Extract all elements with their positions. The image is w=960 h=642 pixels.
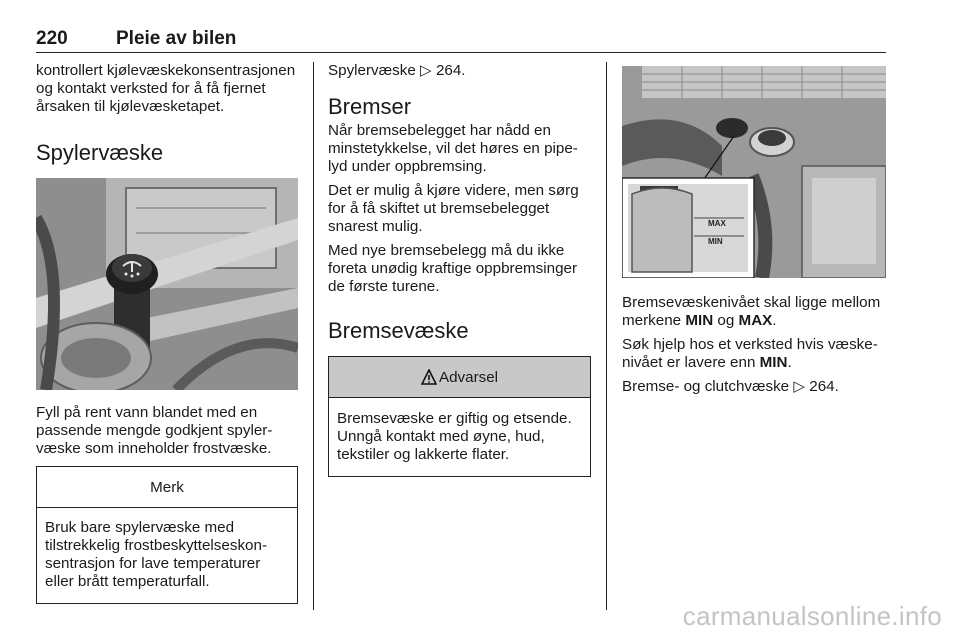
reference-page: 264. [809,378,839,395]
workshop-text: Søk hjelp hos et verksted hvis væskenivået er lavere enn [622,336,878,371]
max-mark-label: MAX [708,219,726,228]
reference-text: Bremse- og clutchvæske [622,378,790,395]
level-text: Bremsevæskenivået skal ligge mellom merkene [622,294,881,329]
page-header [36,28,886,53]
page-ref-arrow-icon: ▷ [420,62,432,79]
column-2 [328,62,591,477]
note-title: Merk [37,467,297,508]
section-heading-brake-fluid: Bremsevæske [328,318,469,343]
reference-page: 264. [435,62,466,79]
min-label-2: MIN [759,354,788,371]
brakes-paragraph-1: Når bremsebelegget har nådd en minstetykkelse, vil det høres en pipelyd under oppbremsing. [328,122,578,175]
level-paragraph: Bremsevæskenivået skal ligge mellom merkene MIN og MAX. [622,294,881,329]
column-3 [622,62,886,402]
page-number: 220 [36,28,68,49]
watermark: carmanualsonline.info [682,601,942,631]
reference-text: Spylervæske [328,62,416,79]
warning-text: Bremsevæske er giftig og etsende. Unngå kontakt med øyne, hud, tekstiler og lakkerte flater. [337,410,572,463]
and-text: og [717,312,735,329]
warning-triangle-icon [421,369,437,385]
max-label: MAX [738,312,773,329]
min-mark-label: MIN [708,237,723,246]
warning-title: Advarsel [438,368,499,386]
note-text: Bruk bare spylervæske med tilstrekkelig frostbeskyttelseskonsentrasjon for lave temperaturer eller brått temperaturfall. [45,519,267,590]
page-title: Pleie av bilen [116,28,237,49]
washer-fluid-caption: Fyll på rent vann blandet med en passende mengde godkjent spylervæske som inneholder frostvæske. [36,404,273,457]
note-box [36,466,298,604]
column-divider [606,62,607,610]
warning-header [329,357,590,398]
brakes-paragraph-3: Med nye bremsebelegg må du ikke foreta unødig kraftige oppbremsinger de første turene. [328,242,578,295]
workshop-paragraph: Søk hjelp hos et verksted hvis væskenivået er lavere enn MIN. [622,336,878,371]
section-heading-washer-fluid: Spylervæske [36,140,164,165]
min-label: MIN [685,312,714,329]
brake-clutch-reference [622,378,886,396]
brakes-paragraph-2: Det er mulig å kjøre videre, men sørg for å få skiftet ut bremsebelegget snarest mulig. [328,182,579,235]
washer-fluid-photo [36,178,298,390]
column-divider [313,62,314,610]
washer-fluid-reference [328,62,591,80]
section-heading-brakes: Bremser [328,94,412,119]
intro-paragraph: kontrollert kjølevæskekonsentrasjonen og kontakt verksted for å få fjernet årsaken til kjølevæsketapet. [36,62,296,115]
warning-box [328,356,591,477]
column-1 [36,62,298,604]
page-ref-arrow-icon: ▷ [793,378,806,395]
brake-fluid-photo [622,66,886,278]
